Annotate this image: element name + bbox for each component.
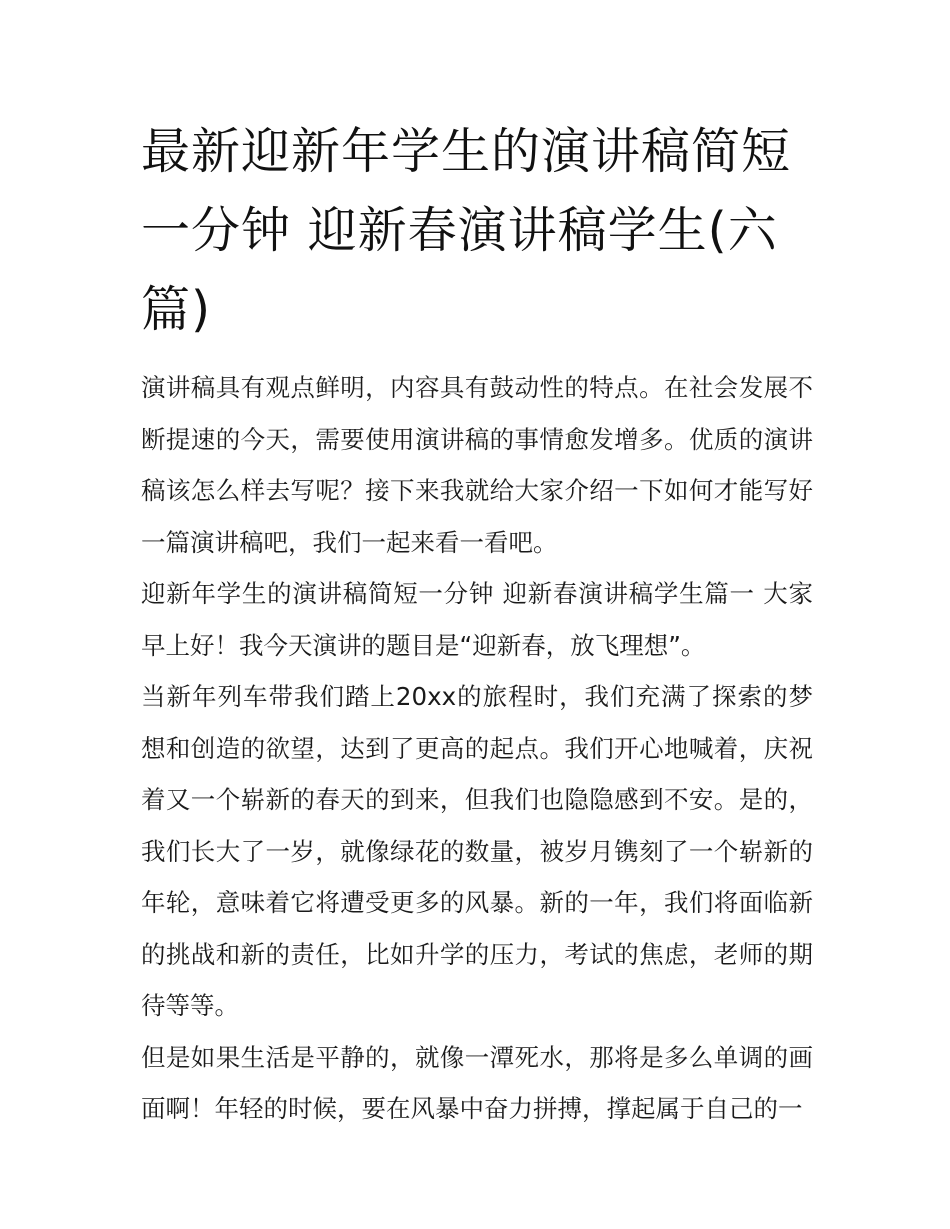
paragraph-new-year-train: 当新年列车带我们踏上20xx的旅程时，我们充满了探索的梦想和创造的欲望，达到了更高的起点。我们开心地喊着，庆祝着又一个崭新的春天的到来，但我们也隐隐感到不安。是的，我们长大了一岁，就像绿花的数量，被岁月镌刻了一个崭新的年轮，意味着它将遭受更多的风暴。新的一年，我们将面临新的挑战和新的责任，比如升学的压力，考试的焦虑，老师的期待等等。: [141, 682, 813, 1020]
paragraph-intro: 演讲稿具有观点鲜明，内容具有鼓动性的特点。在社会发展不断提速的今天，需要使用演讲稿的事情愈发增多。优质的演讲稿该怎么样去写呢？接下来我就给大家介绍一下如何才能写好一篇演讲稿吧，我们一起来看一看吧。: [141, 373, 813, 557]
document-page: [141, 112, 813, 1135]
document-title: 最新迎新年学生的演讲稿简短一分钟 迎新春演讲稿学生(六篇): [141, 123, 792, 338]
paragraph-calm-life: 但是如果生活是平静的，就像一潭死水，那将是多么单调的画面啊！年轻的时候，要在风暴中奋力拼搏，撑起属于自己的一: [141, 1042, 813, 1123]
paragraph-section-one-heading: 迎新年学生的演讲稿简短一分钟 迎新春演讲稿学生篇一 大家早上好！我今天演讲的题目是“迎新春，放飞理想”。: [141, 579, 813, 660]
